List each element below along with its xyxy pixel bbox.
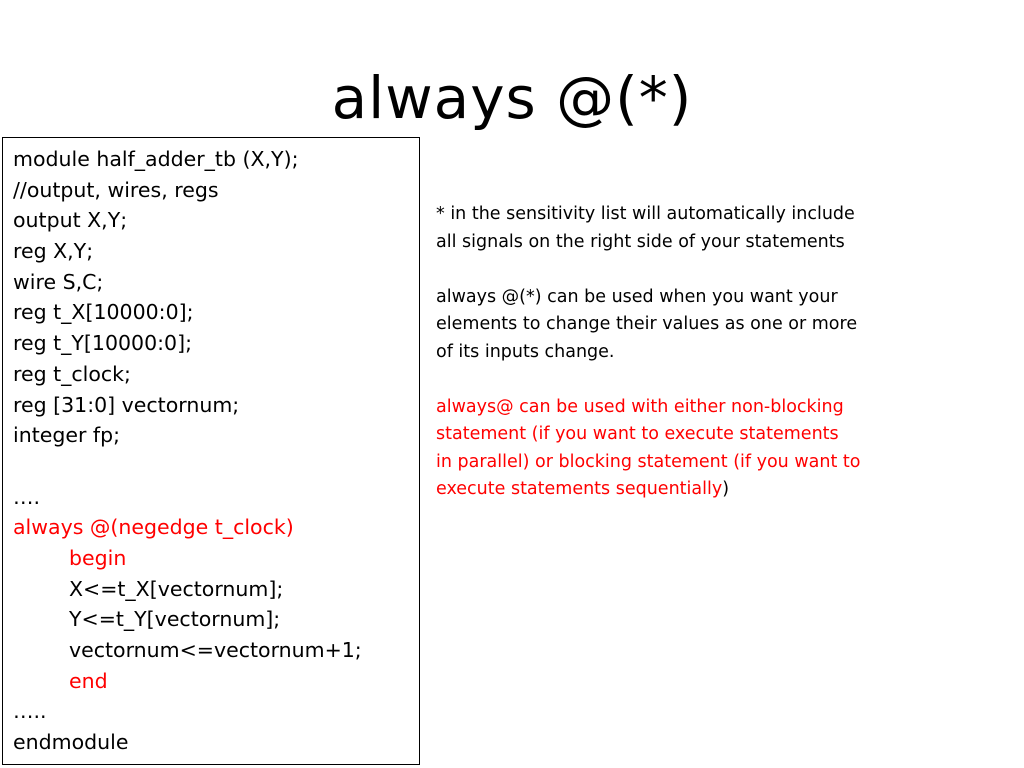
code-line: …. — [13, 484, 41, 509]
code-line: reg [31:0] vectornum; — [13, 392, 240, 417]
code-line: reg t_X[10000:0]; — [13, 300, 194, 325]
note-line: all signals on the right side of your statements — [436, 231, 845, 252]
note-line: * in the sensitivity list will automatically include — [436, 204, 855, 224]
note-closing-paren: ) — [722, 479, 730, 499]
code-line-highlight: end — [69, 668, 108, 693]
code-blank-line — [13, 451, 419, 482]
note-line: elements to change their values as one or more — [436, 314, 858, 334]
code-listing — [2, 137, 420, 765]
code-line: wire S,C; — [13, 269, 104, 294]
notes-panel — [436, 201, 1016, 504]
code-line: X<=t_X[vectornum]; — [69, 576, 284, 601]
code-line: vectornum<=vectornum+1; — [69, 638, 362, 662]
code-line: reg t_clock; — [13, 361, 131, 386]
note-line-highlight: statement (if you want to execute statements — [436, 424, 839, 444]
code-line: //output, wires, regs — [13, 177, 219, 202]
code-line: integer fp; — [13, 423, 121, 448]
note-line-highlight — [436, 476, 1016, 504]
slide-title: always @(*) — [331, 64, 693, 132]
note-line: of its inputs change. — [436, 341, 615, 362]
code-line-highlight: begin — [69, 545, 127, 570]
code-line-highlight: always @(negedge t_clock) — [13, 515, 294, 540]
code-line: ….. — [13, 699, 47, 724]
code-line: reg X,Y; — [13, 239, 94, 264]
code-line: output X,Y; — [13, 208, 128, 233]
code-line: module half_adder_tb (X,Y); — [13, 147, 299, 171]
code-line: reg t_Y[10000:0]; — [13, 331, 192, 356]
note-spacer — [436, 256, 1016, 284]
note-text-highlight: execute statements sequentially — [436, 479, 723, 499]
note-line-highlight: in parallel) or blocking statement (if you want to — [436, 451, 861, 472]
note-spacer — [436, 366, 1016, 394]
note-blocking — [436, 394, 1016, 504]
note-usage — [436, 284, 1016, 367]
note-line-highlight: always@ can be used with either non-blocking — [436, 396, 844, 417]
code-line: Y<=t_Y[vectornum]; — [69, 607, 281, 632]
code-line: endmodule — [13, 730, 129, 755]
note-line: always @(*) can be used when you want your — [436, 286, 838, 307]
note-sensitivity-list — [436, 201, 1016, 256]
